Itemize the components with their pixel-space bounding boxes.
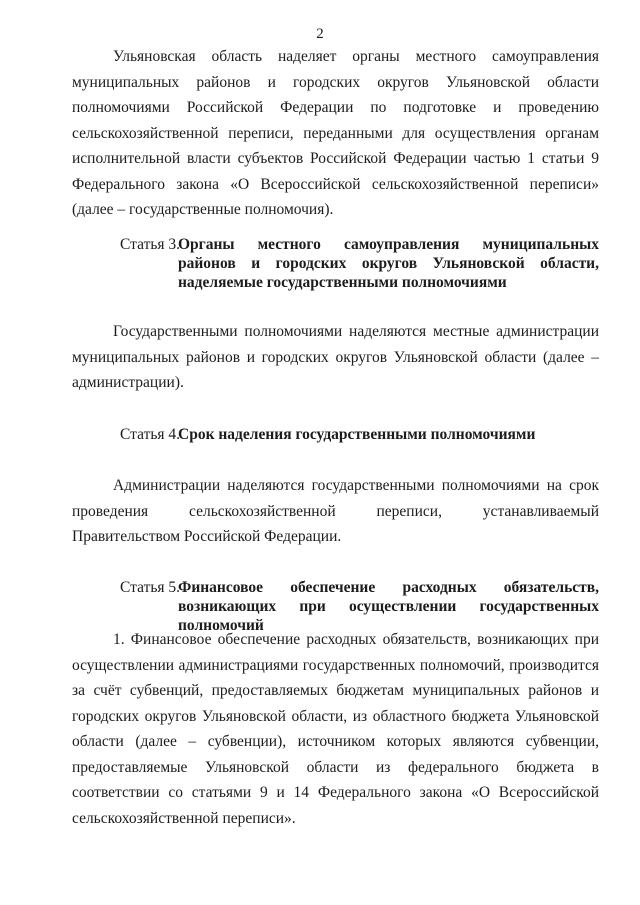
article-3-heading — [120, 235, 599, 292]
article-5-title: Финансовое обеспечение расходных обязательств, возникающих при осуществлении государственных полномочий — [178, 579, 599, 634]
article-4-number: Статья 4. — [120, 426, 181, 443]
article-5-number: Статья 5. — [120, 579, 181, 596]
article-3-title: Органы местного самоуправления муниципальных районов и городских округов Ульяновской области, наделяемые государственными полномочиями — [178, 236, 599, 291]
article-4-heading — [120, 425, 599, 444]
paragraph-term: Администрации наделяются государственными полномочиями на срок проведения сельскохозяйственной переписи, устанавливаемый Правительством Российской Федерации. — [72, 477, 599, 545]
paragraph-administrations: Государственными полномочиями наделяются местные администрации муниципальных районов и городских округов Ульяновской области (далее – администрации). — [72, 323, 599, 391]
article-3-number: Статья 3. — [120, 236, 181, 253]
article-4-title: Срок наделения государственными полномочиями — [178, 426, 536, 443]
page-number: 2 — [316, 26, 324, 42]
paragraph-delegation: Ульяновская область наделяет органы местного самоуправления муниципальных районов и городских округов Ульяновской области полномочиями Российской Федерации по подготовке и проведению сельскохозяйственной переписи, переданными для осуществления органам исполнительной власти субъектов Российской Федерации частью 1 статьи 9 Федерального закона «О Всероссийской сельскохозяйственной переписи» (далее – государственные полномочия). — [72, 48, 599, 218]
paragraph-financing: 1. Финансовое обеспечение расходных обязательств, возникающих при осуществлении администрациями государственных полномочий, производится за счёт субвенций, предоставляемых бюджетам муниципальных районов и городских округов Ульяновской области, из областного бюджета Ульяновской области (далее – субвенции), источником которых являются субвенции, предоставляемые Ульяновской области из федерального бюджета в соответствии со статьями 9 и 14 Федерального закона «О Всероссийской сельскохозяйственной переписи». — [72, 631, 599, 827]
